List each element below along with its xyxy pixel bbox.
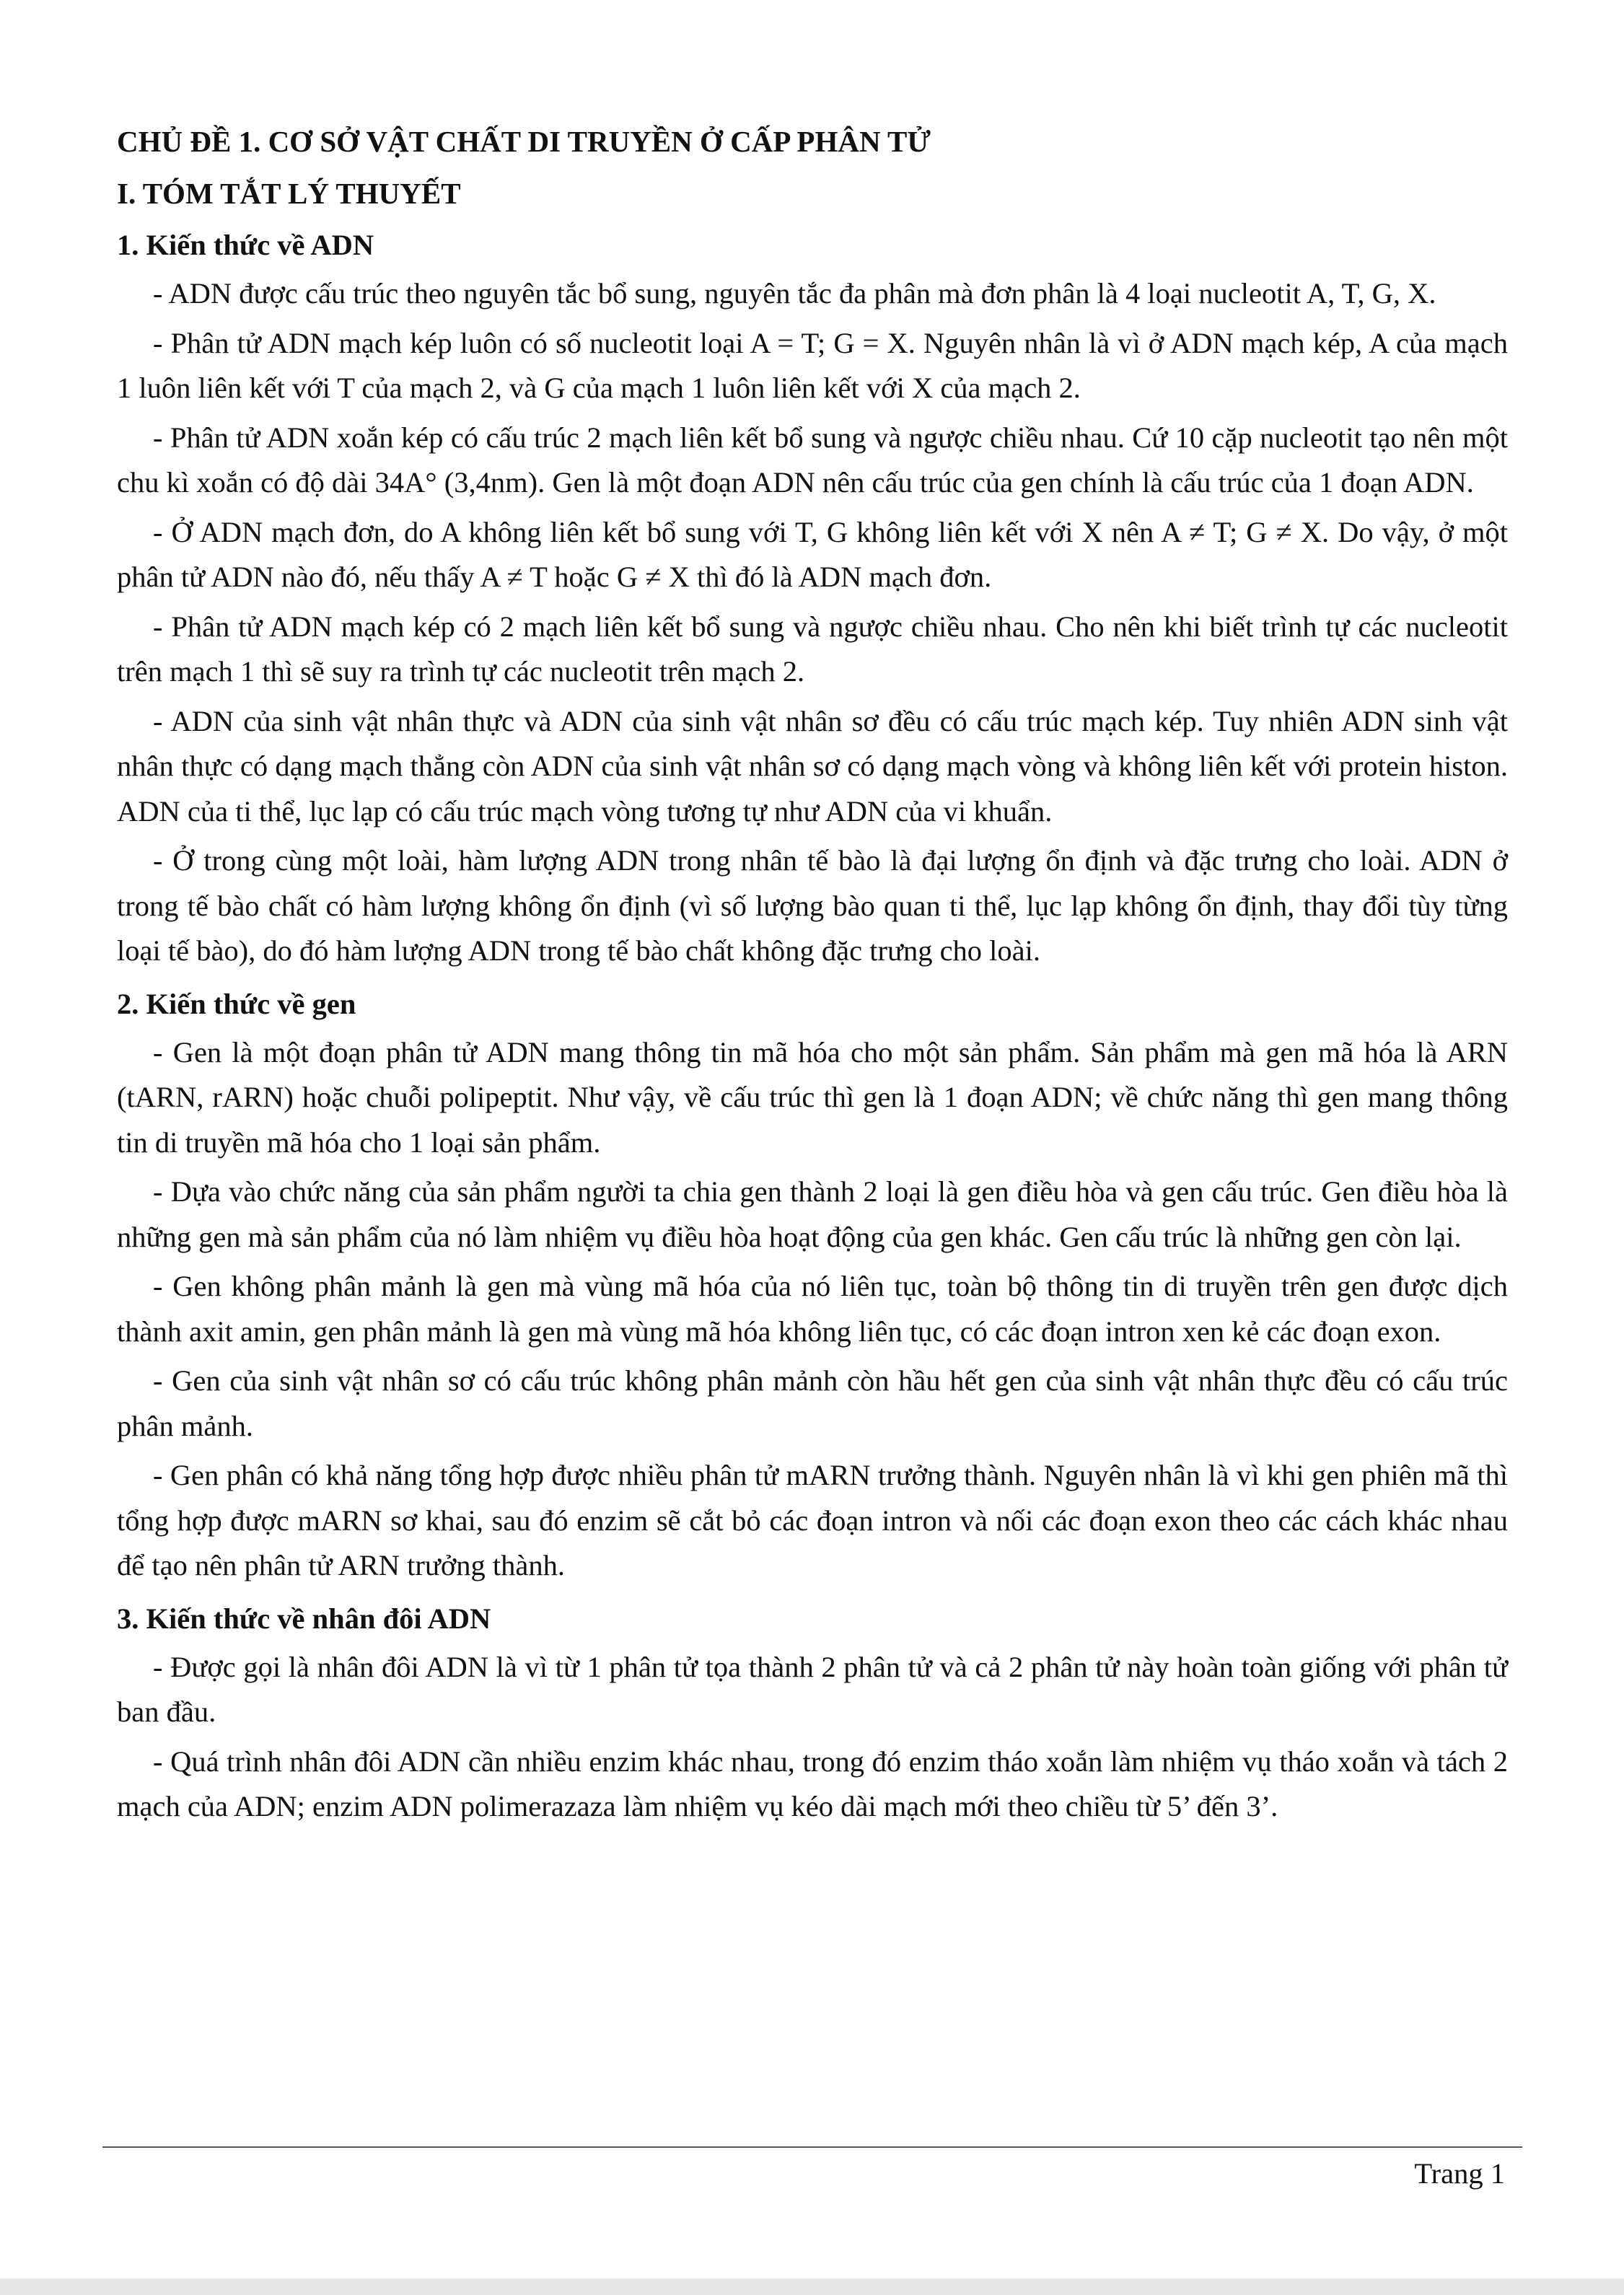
paragraph: - Ở trong cùng một loài, hàm lượng ADN trong nhân tế bào là đại lượng ổn định và đặc trưng cho loài. ADN ở trong tế bào chất có hàm lượng không ổn định (vì số lượng bào quan ti thể, lục lạp không ổn định, thay đổi tùy từng loại tế bào), do đó hàm lượng ADN trong tế bào chất không đặc trưng cho loài. (117, 844, 1508, 967)
page-number: Trang 1 (1414, 2157, 1505, 2190)
paragraph: - Quá trình nhân đôi ADN cần nhiều enzim khác nhau, trong đó enzim tháo xoắn làm nhiệm vụ tháo xoắn và tách 2 mạch của ADN; enzim ADN polimerazaza làm nhiệm vụ kéo dài mạch mới theo chiều từ 5’ đến 3’. (117, 1745, 1508, 1822)
document-body (117, 115, 1508, 1834)
paragraph: - ADN được cấu trúc theo nguyên tắc bổ sung, nguyên tắc đa phân mà đơn phân là 4 loại nucleotit A, T, G, X. (153, 277, 1436, 310)
section-adn (117, 219, 1508, 974)
paragraph: - Phân tử ADN xoắn kép có cấu trúc 2 mạch liên kết bổ sung và ngược chiều nhau. Cứ 10 cặp nucleotit tạo nên một chu kì xoắn có độ dài 34A° (3,4nm). Gen là một đoạn ADN nên cấu trúc của gen chính là cấu trúc của 1 đoạn ADN. (117, 421, 1508, 499)
section-gen (117, 978, 1508, 1589)
document-title: CHỦ ĐỀ 1. CƠ SỞ VẬT CHẤT DI TRUYỀN Ở CẤP PHÂN TỬ (117, 125, 931, 158)
paragraph: - Dựa vào chức năng của sản phẩm người ta chia gen thành 2 loại là gen điều hòa và gen cấu trúc. Gen điều hòa là những gen mà sản phẩm của nó làm nhiệm vụ điều hòa hoạt động của gen khác. Gen cấu trúc là những gen còn lại. (117, 1175, 1508, 1253)
paragraph: - Gen phân có khả năng tổng hợp được nhiều phân tử mARN trưởng thành. Nguyên nhân là vì khi gen phiên mã thì tổng hợp được mARN sơ khai, sau đó enzim sẽ cắt bỏ các đoạn intron và nối các đoạn exon theo các cách khác nhau để tạo nên phân tử ARN trưởng thành. (117, 1459, 1508, 1581)
paragraph: - Ở ADN mạch đơn, do A không liên kết bổ sung với T, G không liên kết với X nên A ≠ T; G ≠ X. Do vậy, ở một phân tử ADN nào đó, nếu thấy A ≠ T hoặc G ≠ X thì đó là ADN mạch đơn. (117, 515, 1508, 593)
section-heading: 3. Kiến thức về nhân đôi ADN (117, 1602, 491, 1635)
paragraph: - Gen của sinh vật nhân sơ có cấu trúc không phân mảnh còn hầu hết gen của sinh vật nhân thực đều có cấu trúc phân mảnh. (117, 1364, 1508, 1442)
section-heading: 2. Kiến thức về gen (117, 987, 356, 1020)
paragraph: - Gen là một đoạn phân tử ADN mang thông tin mã hóa cho một sản phẩm. Sản phẩm mà gen mã hóa là ARN (tARN, rARN) hoặc chuỗi polipeptit. Như vậy, về cấu trúc thì gen là 1 đoạn ADN; về chức năng thì gen mang thông tin di truyền mã hóa cho 1 loại sản phẩm. (117, 1035, 1508, 1159)
paragraph: - Gen không phân mảnh là gen mà vùng mã hóa của nó liên tục, toàn bộ thông tin di truyền trên gen được dịch thành axit amin, gen phân mảnh là gen mà vùng mã hóa không liên tục, có các đoạn intron xen kẻ các đoạn exon. (117, 1270, 1508, 1348)
part-heading: I. TÓM TẮT LÝ THUYẾT (117, 177, 461, 210)
page-bottom-edge (0, 2278, 1624, 2295)
paragraph: - Được gọi là nhân đôi ADN là vì từ 1 phân tử tọa thành 2 phân tử và cả 2 phân tử này hoàn toàn giống với phân tử ban đầu. (117, 1650, 1508, 1728)
paragraph: - Phân tử ADN mạch kép có 2 mạch liên kết bổ sung và ngược chiều nhau. Cho nên khi biết trình tự các nucleotit trên mạch 1 thì sẽ suy ra trình tự các nucleotit trên mạch 2. (117, 610, 1508, 688)
paragraph: - Phân tử ADN mạch kép luôn có số nucleotit loại A = T; G = X. Nguyên nhân là vì ở ADN mạch kép, A của mạch 1 luôn liên kết với T của mạch 2, và G của mạch 1 luôn liên kết với X của mạch 2. (117, 326, 1508, 404)
footer-divider (102, 2146, 1522, 2148)
paragraph: - ADN của sinh vật nhân thực và ADN của sinh vật nhân sơ đều có cấu trúc mạch kép. Tuy nhiên ADN sinh vật nhân thực có dạng mạch thẳng còn ADN của sinh vật nhân sơ có dạng mạch vòng và không liên kết với protein histon. ADN của ti thể, lục lạp có cấu trúc mạch vòng tương tự như ADN của vi khuẩn. (117, 704, 1508, 828)
section-heading: 1. Kiến thức về ADN (117, 229, 374, 261)
section-nhan-doi-adn (117, 1593, 1508, 1830)
